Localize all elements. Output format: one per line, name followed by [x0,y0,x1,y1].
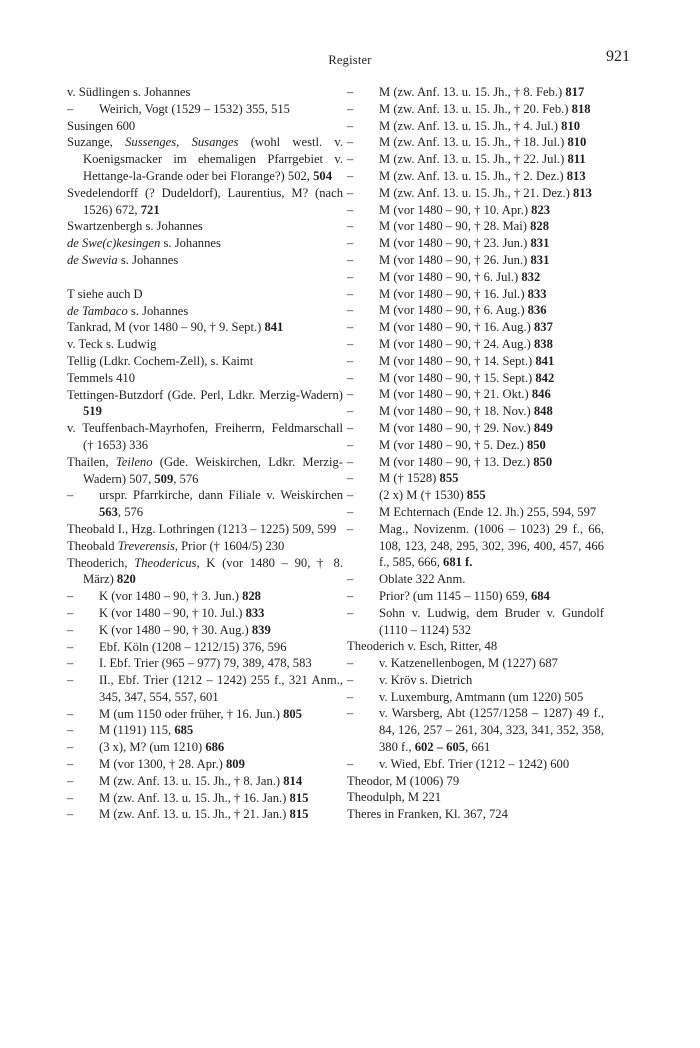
index-subentry: – M (vor 1480 – 90, † 26. Jun.) 831 [347,252,604,269]
running-header-title: Register [328,53,372,67]
index-subentry: – M (zw. Anf. 13. u. 15. Jh., † 21. Dez.) 813 [347,185,604,202]
index-subentry: – M (vor 1480 – 90, † 21. Okt.) 846 [347,386,604,403]
index-subentry: – v. Kröv s. Dietrich [347,672,604,689]
index-entry: de Tambaco s. Johannes [67,303,189,318]
index-subentry: – Prior? (um 1145 – 1150) 659, 684 [347,588,604,605]
index-entry: Theoderich, Theodericus, K (vor 1480 – 90, † 8. März) 820 [67,555,344,587]
index-subentry: – M (vor 1480 – 90, † 16. Jul.) 833 [347,286,604,303]
index-subentry: – M (zw. Anf. 13. u. 15. Jh., † 22. Jul.) 811 [347,151,604,168]
index-entry: Theobald I., Hzg. Lothringen (1213 – 1225) 509, 599 [67,521,337,536]
index-subentry: – II., Ebf. Trier (1212 – 1242) 255 f., 321 Anm., 345, 347, 554, 557, 601 [67,672,343,706]
index-subentry: – v. Warsberg, Abt (1257/1258 – 1287) 49 f., 84, 126, 257 – 261, 304, 323, 341, 352, 358, 380 f., 602 – 605, 661 [347,705,604,755]
index-column-right [347,84,604,823]
index-subentry: – K (vor 1480 – 90, † 3. Jun.) 828 [67,588,343,605]
index-subentry: – M (vor 1480 – 90, † 28. Mai) 828 [347,218,604,235]
index-subentry: – M (1191) 115, 685 [67,722,343,739]
index-subentry: – M (vor 1480 – 90, † 5. Dez.) 850 [347,437,604,454]
index-subentry: – M (zw. Anf. 13. u. 15. Jh., † 20. Feb.) 818 [347,101,604,118]
index-subentry: – M (vor 1480 – 90, † 6. Jul.) 832 [347,269,604,286]
index-subentry: – v. Wied, Ebf. Trier (1212 – 1242) 600 [347,756,604,773]
index-entry: Suzange, Sussenges, Susanges (wohl westl. v. Koenigsmacker im ehemaligen Pfarrgebiet v. Hettange-la-Grande oder bei Florange?) 502, 504 [67,135,344,183]
index-subentry: – M (zw. Anf. 13. u. 15. Jh., † 8. Jan.) 814 [67,773,343,790]
index-entry: Susingen 600 [67,118,136,133]
index-entry: Theobald Treverensis, Prior († 1604/5) 230 [67,538,285,553]
index-subentry: – v. Luxemburg, Amtmann (um 1220) 505 [347,689,604,706]
index-subentry: – M (vor 1300, † 28. Apr.) 809 [67,756,343,773]
index-entry: Tellig (Ldkr. Cochem-Zell), s. Kaimt [67,353,254,368]
index-subentry: – Mag., Novizenm. (1006 – 1023) 29 f., 66, 108, 123, 248, 295, 302, 396, 400, 457, 466 f., 585, 666, 681 f. [347,521,604,571]
index-entry: Tettingen-Butzdorf (Gde. Perl, Ldkr. Merzig-Wadern) 519 [67,387,343,419]
index-entry: Thailen, Teileno (Gde. Weiskirchen, Ldkr. Merzig-Wadern) 507, 509, 576 [67,454,343,486]
index-subentry: – M (vor 1480 – 90, † 29. Nov.) 849 [347,420,604,437]
index-subentry: – M (vor 1480 – 90, † 10. Apr.) 823 [347,202,604,219]
index-subentry: – M († 1528) 855 [347,470,604,487]
index-subentry: – Weirich, Vogt (1529 – 1532) 355, 515 [67,101,343,118]
index-subentry: – M (zw. Anf. 13. u. 15. Jh., † 2. Dez.) 813 [347,168,604,185]
index-subentry: – Ebf. Köln (1208 – 1212/15) 376, 596 [67,639,343,656]
index-subentry: – urspr. Pfarrkirche, dann Filiale v. Weiskirchen 563, 576 [67,487,343,521]
index-entry: de Swevia s. Johannes [67,252,179,267]
index-subentry: – M (vor 1480 – 90, † 18. Nov.) 848 [347,403,604,420]
index-entry: v. Teck s. Ludwig [67,337,157,352]
index-entry: v. Teuffenbach-Mayrhofen, Freiherrn, Feldmarschall († 1653) 336 [67,421,343,452]
index-entry: Svedelendorff (? Dudeldorf), Laurentius, M? (nach 1526) 672, 721 [67,185,343,217]
index-subentry: – M (um 1150 oder früher, † 16. Jun.) 805 [67,706,343,723]
index-subentry: – M (zw. Anf. 13. u. 15. Jh., † 16. Jan.) 815 [67,790,343,807]
index-subentry: – M (vor 1480 – 90, † 24. Aug.) 838 [347,336,604,353]
index-entry: Theres in Franken, Kl. 367, 724 [347,807,508,822]
index-entry: Swartzenbergh s. Johannes [67,219,203,234]
index-subentry: – (2 x) M († 1530) 855 [347,487,604,504]
index-subentry: – v. Katzenellenbogen, M (1227) 687 [347,655,604,672]
index-subentry: – M (vor 1480 – 90, † 13. Dez.) 850 [347,454,604,471]
index-entry: v. Südlingen s. Johannes [67,85,191,99]
index-subentry: – Sohn v. Ludwig, dem Bruder v. Gundolf (1110 – 1124) 532 [347,605,604,639]
index-subentry: – M (vor 1480 – 90, † 16. Aug.) 837 [347,319,604,336]
index-subentry: – K (vor 1480 – 90, † 30. Aug.) 839 [67,622,343,639]
index-entry: Theoderich v. Esch, Ritter, 48 [347,639,498,654]
index-subentry: – M (vor 1480 – 90, † 14. Sept.) 841 [347,353,604,370]
page-number: 921 [606,48,630,65]
index-column-left [67,84,343,823]
index-subentry: – Oblate 322 Anm. [347,571,604,588]
index-subentry: – M (zw. Anf. 13. u. 15. Jh., † 21. Jan.) 815 [67,806,343,823]
index-subentry: – M (vor 1480 – 90, † 23. Jun.) 831 [347,235,604,252]
index-entry: T siehe auch D [67,286,143,301]
index-entry: Temmels 410 [67,370,136,385]
index-subentry: – K (vor 1480 – 90, † 10. Jul.) 833 [67,605,343,622]
index-subentry: – (3 x), M? (um 1210) 686 [67,739,343,756]
index-entry: de Swe(c)kesingen s. Johannes [67,236,221,251]
index-subentry: – M Echternach (Ende 12. Jh.) 255, 594, 597 [347,504,604,521]
index-entry: Tankrad, M (vor 1480 – 90, † 9. Sept.) 841 [67,320,284,335]
index-entry: Theodor, M (1006) 79 [347,773,460,788]
section-gap [67,269,343,286]
index-entry: Theodulph, M 221 [347,790,442,805]
index-subentry: – M (vor 1480 – 90, † 15. Sept.) 842 [347,370,604,387]
index-subentry: – M (zw. Anf. 13. u. 15. Jh., † 8. Feb.) 817 [347,84,604,101]
index-subentry: – M (zw. Anf. 13. u. 15. Jh., † 4. Jul.) 810 [347,118,604,135]
index-subentry: – M (vor 1480 – 90, † 6. Aug.) 836 [347,302,604,319]
index-subentry: – I. Ebf. Trier (965 – 977) 79, 389, 478, 583 [67,655,343,672]
index-subentry: – M (zw. Anf. 13. u. 15. Jh., † 18. Jul.) 810 [347,134,604,151]
